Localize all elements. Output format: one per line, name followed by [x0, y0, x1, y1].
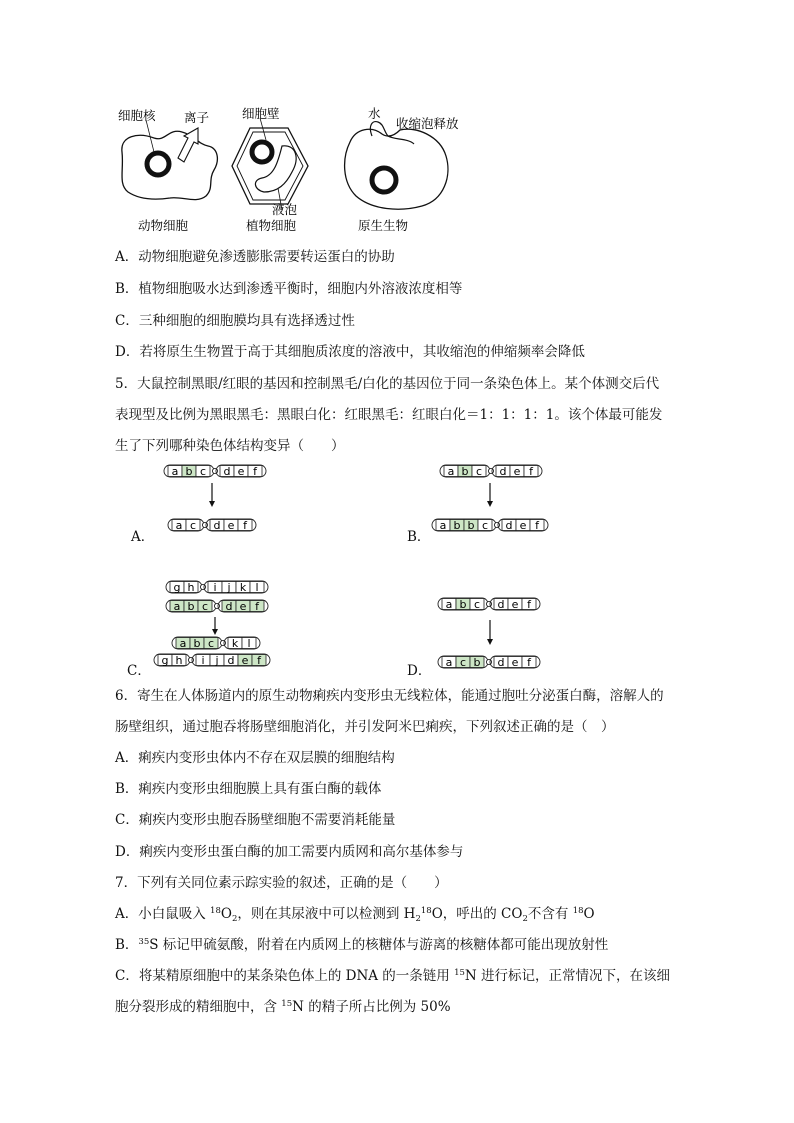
label-nucleus: 细胞核	[118, 108, 156, 123]
label-cell-wall: 细胞壁	[242, 106, 280, 121]
q7-option-a: A．小白鼠吸入 $^{18}O_2$，则在其尿液中可以检测到 $H_2^{18}O$，呼出的 $CO_2$不含有 $^{18}$O	[115, 906, 595, 924]
label-protist: 原生生物	[358, 218, 409, 233]
centromere	[494, 522, 499, 527]
gene-label: j	[215, 653, 219, 667]
gene-label: c	[199, 464, 207, 478]
gene-label: b	[453, 518, 461, 532]
q5-stem-line1: 5．大鼠控制黑眼/红眼的基因和控制黑毛/白化的基因位于同一条染色体上。某个体测交后代	[115, 376, 660, 392]
chromosome-b-before	[440, 465, 542, 478]
q7-option-c-line1: C．将某精原细胞中的某条染色体上的 DNA 的一条链用 $^{15}$N 进行标记，正常情况下，在该细	[115, 968, 671, 984]
q7-option-b: B．$^{35}$S 标记甲硫氨酸，附着在内质网上的核糖体与游离的核糖体都可能出现放射性	[115, 937, 609, 953]
gene-label: b	[193, 636, 201, 650]
gene-label: e	[513, 464, 521, 478]
gene-label: a	[173, 599, 181, 613]
gene-label: e	[239, 599, 247, 613]
label-ion: 离子	[184, 110, 210, 125]
plant-vacuole	[255, 146, 296, 192]
gene-label: a	[175, 518, 183, 532]
chromosome-c-before	[166, 600, 268, 613]
centromere	[214, 603, 219, 608]
q4-option-a: A．动物细胞避免渗透膨胀需要转运蛋白的协助	[115, 249, 395, 265]
gene-label: e	[241, 653, 249, 667]
q6-stem-line1: 6．寄生在人体肠道内的原生动物痢疾内变形虫无线粒体，能通过胞吐分泌蛋白酶，溶解人的	[115, 688, 664, 704]
gene-label: c	[475, 464, 483, 478]
centromere	[202, 522, 207, 527]
plant-nucleus	[252, 142, 272, 162]
centromere	[188, 657, 193, 662]
gene-label: f	[255, 599, 259, 613]
q7-stem: 7．下列有关同位素示踪实验的叙述，正确的是（ ）	[115, 875, 448, 891]
chromosome-d-before	[438, 598, 540, 611]
label-plant-cell: 植物细胞	[246, 218, 297, 233]
gene-label: k	[239, 580, 247, 594]
gene-label: d	[227, 653, 235, 667]
centromere	[200, 584, 205, 589]
gene-label: h	[175, 653, 183, 667]
centromere	[212, 468, 217, 473]
q5-stem-line2: 表现型及比例为黑眼黑毛：黑眼白化：红眼黑毛：红眼白化＝1：1：1：1。该个体最可能发	[115, 407, 663, 423]
chromosome-d-after	[438, 656, 540, 669]
gene-label: d	[499, 464, 507, 478]
gene-label: f	[529, 464, 533, 478]
gene-label: g	[173, 580, 181, 594]
q5-label-b: B．	[407, 529, 431, 545]
q4-option-b: B．植物细胞吸水达到渗透平衡时，细胞内外溶液浓度相等	[115, 281, 463, 297]
gene-label: d	[213, 518, 221, 532]
gene-label: l	[255, 580, 259, 594]
label-vacuole-release: 收缩泡释放	[396, 116, 459, 131]
gene-label: h	[187, 580, 195, 594]
gene-label: i	[213, 580, 217, 594]
gene-label: e	[237, 464, 245, 478]
gene-label: c	[481, 518, 489, 532]
gene-label: a	[179, 636, 187, 650]
gene-label: f	[527, 597, 531, 611]
q5-label-c: C．	[127, 663, 151, 679]
centromere	[486, 659, 491, 664]
arrow-down-icon	[487, 620, 493, 645]
q5-label-d: D．	[407, 663, 432, 679]
q6-option-d: D．痢疾内变形虫蛋白酶的加工需要内质网和高尔基体参与	[115, 844, 464, 860]
q6-stem-line2: 肠壁组织，通过胞吞将肠壁细胞消化，并引发阿米巴痢疾，下列叙述正确的是（ ）	[115, 719, 615, 735]
label-animal-cell: 动物细胞	[138, 218, 189, 233]
gene-label: g	[161, 653, 169, 667]
arrow-down-icon	[212, 617, 218, 635]
gene-label: c	[459, 655, 467, 669]
gene-label: a	[445, 655, 453, 669]
gene-label: i	[201, 653, 205, 667]
q7-option-c-line2: 胞分裂形成的精细胞中，含 $^{15}$N 的精子所占比例为 50%	[115, 999, 451, 1015]
gene-label: e	[511, 655, 519, 669]
chromosome-c-after-2	[154, 654, 270, 667]
gene-label: a	[439, 518, 447, 532]
gene-label: c	[201, 599, 209, 613]
gene-label: e	[227, 518, 235, 532]
gene-label: b	[473, 655, 481, 669]
label-vacuole: 液泡	[272, 202, 298, 217]
gene-label: a	[171, 464, 179, 478]
chromosome-b-after	[432, 519, 548, 532]
gene-label: a	[447, 464, 455, 478]
chromosome-c-before-nonhomolog	[166, 581, 268, 594]
q6-option-c: C．痢疾内变形虫胞吞肠壁细胞不需要消耗能量	[115, 812, 396, 828]
animal-nucleus	[147, 153, 169, 175]
q4-option-c: C．三种细胞的细胞膜均具有选择透过性	[115, 313, 355, 329]
gene-label: b	[187, 599, 195, 613]
gene-label: b	[461, 464, 469, 478]
gene-label: c	[189, 518, 197, 532]
gene-label: b	[185, 464, 193, 478]
gene-label: d	[497, 655, 505, 669]
gene-label: f	[257, 653, 261, 667]
chromosome-a-after	[168, 519, 256, 532]
gene-label: f	[535, 518, 539, 532]
gene-label: k	[231, 636, 239, 650]
plant-cell-wall	[232, 128, 308, 204]
gene-label: b	[459, 597, 467, 611]
protist-nucleus	[372, 168, 396, 192]
centromere	[488, 468, 493, 473]
label-water: 水	[368, 106, 381, 121]
gene-label: e	[519, 518, 527, 532]
q5-stem-line3: 生了下列哪种染色体结构变异（ ）	[115, 438, 345, 454]
gene-label: a	[445, 597, 453, 611]
gene-label: d	[497, 597, 505, 611]
gene-label: c	[473, 597, 481, 611]
gene-label: c	[207, 636, 215, 650]
gene-label: j	[227, 580, 231, 594]
chromosome-a-before	[164, 465, 266, 478]
gene-label: b	[467, 518, 475, 532]
chromosome-c-after-1	[172, 637, 260, 650]
gene-label: d	[225, 599, 233, 613]
gene-label: d	[505, 518, 513, 532]
q4-option-d: D．若将原生生物置于高于其细胞质浓度的溶液中，其收缩泡的伸缩频率会降低	[115, 344, 585, 360]
cell-figure	[110, 100, 480, 240]
chromosome-diagrams	[0, 455, 794, 675]
arrow-down-icon	[487, 483, 493, 507]
gene-label: l	[247, 636, 251, 650]
arrow-down-icon	[209, 483, 215, 507]
centromere	[486, 601, 491, 606]
ion-arrow-icon	[178, 128, 198, 162]
gene-label: f	[527, 655, 531, 669]
gene-label: e	[511, 597, 519, 611]
q5-label-a: A．	[131, 529, 155, 545]
gene-label: f	[243, 518, 247, 532]
protist-outline	[345, 129, 448, 209]
q6-option-b: B．痢疾内变形虫细胞膜上具有蛋白酶的载体	[115, 781, 382, 797]
gene-label: d	[223, 464, 231, 478]
centromere	[220, 640, 225, 645]
gene-label: f	[253, 464, 257, 478]
q6-option-a: A．痢疾内变形虫体内不存在双层膜的细胞结构	[115, 750, 395, 766]
